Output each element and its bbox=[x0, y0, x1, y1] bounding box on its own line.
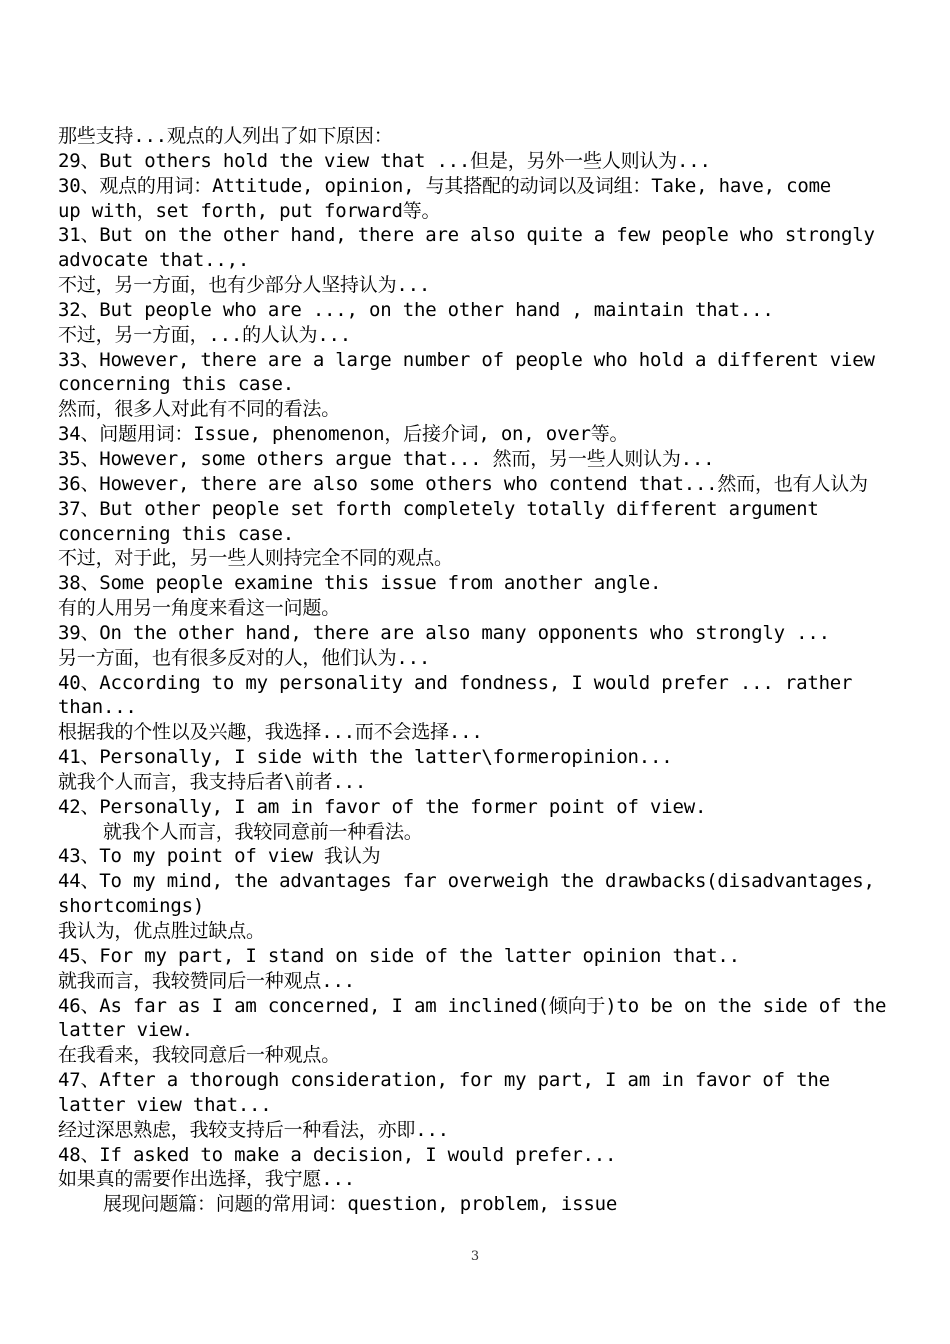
text-line: 40、According to my personality and fondness, I would prefer ... rather bbox=[58, 671, 853, 694]
text-line: 在我看来，我较同意后一种观点。 bbox=[58, 1044, 341, 1067]
text-line: 38、Some people examine this issue from another angle. bbox=[58, 572, 662, 595]
text-line: concerning this case. bbox=[58, 373, 295, 396]
text-line: shortcomings) bbox=[58, 895, 205, 918]
text-line: 39、On the other hand, there are also many opponents who strongly ... bbox=[58, 621, 830, 644]
text-line: latter view that... bbox=[58, 1093, 272, 1116]
text-line: 展现问题篇：问题的常用词：question, problem, issue bbox=[58, 1193, 618, 1216]
text-line: 我认为，优点胜过缺点。 bbox=[58, 920, 265, 942]
text-line: advocate that..,. bbox=[58, 249, 250, 272]
text-line: 47、After a thorough consideration, for my part, I am in favor of the bbox=[58, 1069, 830, 1092]
page-number: 3 bbox=[470, 1249, 480, 1264]
text-line: 就我个人而言，我较同意前一种看法。 bbox=[58, 820, 423, 843]
text-line: 33、However, there are a large number of people who hold a different view bbox=[58, 348, 875, 371]
text-line: 41、Personally, I side with the latter\formeropinion... bbox=[58, 746, 673, 769]
text-line: 不过，另一方面，也有少部分人坚持认为... bbox=[58, 274, 431, 297]
text-line: 30、观点的用词：Attitude, opinion, 与其搭配的动词以及词组：Take, have, come bbox=[58, 174, 832, 197]
text-line: 37、But other people set forth completely totally different argument bbox=[58, 497, 819, 520]
text-line: 不过，对于此，另一些人则持完全不同的观点。 bbox=[58, 547, 453, 570]
text-line: up with，set forth, put forward等。 bbox=[58, 199, 441, 222]
text-line: 根据我的个性以及兴趣，我选择...而不会选择... bbox=[58, 721, 483, 744]
text-line: 43、To my point of view 我认为 bbox=[58, 845, 381, 868]
text-line: 那些支持...观点的人列出了如下原因： bbox=[58, 125, 393, 147]
text-line: 31、But on the other hand, there are also quite a few people who strongly bbox=[58, 224, 875, 247]
text-line: 46、As far as I am concerned, I am inclined(倾向于)to be on the side of the bbox=[58, 994, 887, 1017]
text-line: 42、Personally, I am in favor of the former point of view. bbox=[58, 795, 707, 818]
text-line: 44、To my mind, the advantages far overweigh the drawbacks(disadvantages, bbox=[58, 870, 875, 893]
text-line: 另一方面，也有很多反对的人，他们认为... bbox=[58, 646, 431, 669]
text-line: 48、If asked to make a decision, I would prefer... bbox=[58, 1143, 617, 1166]
text-line: 如果真的需要作出选择，我宁愿... bbox=[58, 1168, 355, 1191]
text-line: than... bbox=[58, 696, 137, 719]
text-line: 就我而言，我较赞同后一种观点... bbox=[58, 969, 355, 992]
text-line: 34、问题用词：Issue, phenomenon，后接介词, on, over等。 bbox=[58, 423, 629, 446]
text-line: concerning this case. bbox=[58, 522, 295, 545]
text-line: latter view. bbox=[58, 1019, 193, 1042]
text-line: 不过，另一方面，...的人认为... bbox=[58, 323, 352, 346]
text-line: 32、But people who are ..., on the other hand , maintain that... bbox=[58, 298, 774, 321]
text-line: 有的人用另一角度来看这一问题。 bbox=[58, 597, 341, 620]
text-line: 35、However, some others argue that... 然而，另一些人则认为... bbox=[58, 447, 715, 470]
text-line: 然而，很多人对此有不同的看法。 bbox=[58, 398, 341, 421]
document-body bbox=[58, 124, 894, 1217]
text-line: 36、However, there are also some others who contend that...然而，也有人认为 bbox=[58, 472, 868, 495]
text-line: 45、For my part, I stand on side of the latter opinion that.. bbox=[58, 944, 740, 967]
text-line: 29、But others hold the view that ...但是，另外一些人则认为... bbox=[58, 149, 711, 172]
text-line: 经过深思熟虑，我较支持后一种看法，亦即... bbox=[58, 1118, 449, 1141]
text-line: 就我个人而言，我支持后者\前者... bbox=[58, 770, 367, 793]
